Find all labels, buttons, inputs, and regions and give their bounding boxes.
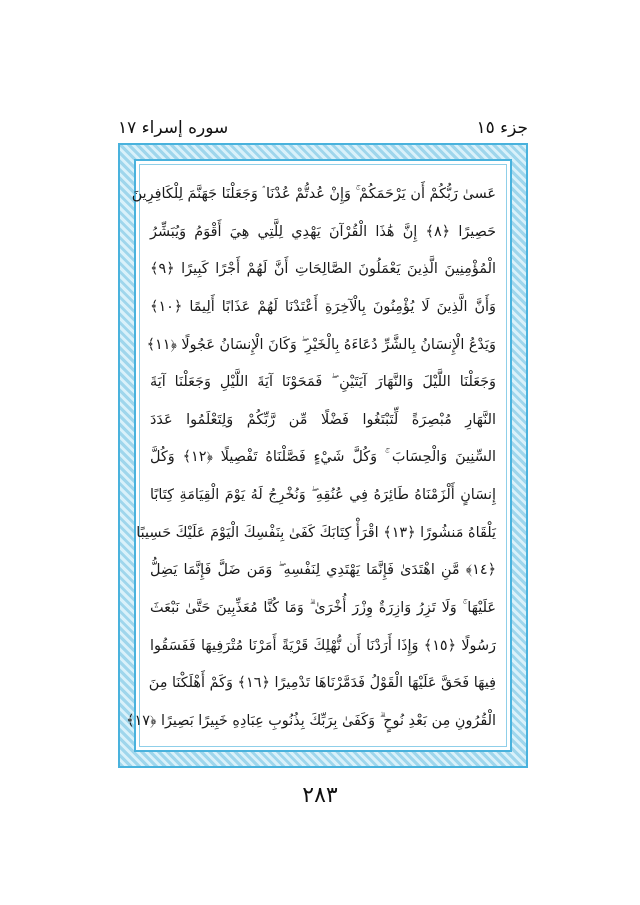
verse-line: إِنسَانٍ أَلْزَمْنَاهُ طَائِرَهُ فِي عُنُقِهِ ۖ وَنُخْرِجُ لَهُ يَوْمَ الْقِيَامَةِ كِتَابًا	[150, 487, 496, 504]
verse-line: عَلَيْهَا ۚ وَلَا تَزِرُ وَازِرَةٌ وِزْرَ أُخْرَىٰ ۗ وَمَا كُنَّا مُعَذِّبِينَ حَتَّىٰ نَبْعَثَ	[150, 600, 496, 617]
verse-line: رَسُولًا ﴿١٥﴾ وَإِذَا أَرَدْنَا أَن نُّهْلِكَ قَرْيَةً أَمَرْنَا مُتْرَفِيهَا فَفَسَقُوا	[150, 637, 496, 654]
verse-line: السِّنِينَ وَالْحِسَابَ ۚ وَكُلَّ شَيْءٍ فَصَّلْنَاهُ تَفْصِيلًا ﴿١٢﴾ وَكُلَّ	[150, 449, 496, 466]
verse-line: عَسىٰ رَبُّكُمْ أَن يَرْحَمَكُمْ ۚ وَإِنْ عُدتُّمْ عُدْنَا ۘ وَجَعَلْنَا جَهَنَّمَ لِلْكَافِرِينَ	[131, 186, 496, 202]
surah-label: سوره إسراء ١٧	[118, 118, 229, 138]
verse-line: الْقُرُونِ مِن بَعْدِ نُوحٍ ۗ وَكَفَىٰ بِرَبِّكَ بِذُنُوبِ عِبَادِهِ خَبِيرًا بَصِيرًا ﴿١٧﴾	[126, 712, 496, 729]
verse-line: الْمُؤْمِنِينَ الَّذِينَ يَعْمَلُونَ الصَّالِحَاتِ أَنَّ لَهُمْ أَجْرًا كَبِيرًا ﴿٩﴾	[150, 261, 496, 278]
page-header	[118, 118, 528, 142]
page-number: ٢٨٣	[302, 783, 338, 808]
verse-line: وَأَنَّ الَّذِينَ لَا يُؤْمِنُونَ بِالْآخِرَةِ أَعْتَدْنَا لَهُمْ عَذَابًا أَلِيمًا ﴿١٠﴾	[150, 298, 496, 315]
verse-line: حَصِيرًا ﴿٨﴾ إِنَّ هَٰذَا الْقُرْآنَ يَهْدِي لِلَّتِي هِيَ أَقْوَمُ وَيُبَشِّرُ	[150, 223, 496, 240]
verse-block	[126, 183, 496, 732]
verse-line: وَجَعَلْنَا اللَّيْلَ وَالنَّهَارَ آيَتَيْنِ ۖ فَمَحَوْنَا آيَةَ اللَّيْلِ وَجَعَلْنَا آيَةَ	[150, 374, 496, 391]
ornamental-border	[118, 143, 528, 768]
verse-line: النَّهَارِ مُبْصِرَةً لِّتَبْتَغُوا فَضْلًا مِّن رَّبِّكُمْ وَلِتَعْلَمُوا عَدَدَ	[150, 411, 496, 428]
verse-line: فِيهَا فَحَقَّ عَلَيْهَا الْقَوْلُ فَدَمَّرْنَاهَا تَدْمِيرًا ﴿١٦﴾ وَكَمْ أَهْلَكْنَا مِنَ	[148, 675, 496, 692]
verse-line: ﴿١٤﴾ مَّنِ اهْتَدَىٰ فَإِنَّمَا يَهْتَدِي لِنَفْسِهِ ۖ وَمَن ضَلَّ فَإِنَّمَا يَضِلُّ	[150, 562, 496, 579]
verse-line: وَيَدْعُ الْإِنسَانُ بِالشَّرِّ دُعَاءَهُ بِالْخَيْرِ ۖ وَكَانَ الْإِنسَانُ عَجُولًا ﴿١١﴾	[146, 336, 496, 353]
juz-label: جزء ١٥	[476, 118, 528, 138]
verse-line: يَلْقَاهُ مَنشُورًا ﴿١٣﴾ اقْرَأْ كِتَابَكَ كَفَىٰ بِنَفْسِكَ الْيَوْمَ عَلَيْكَ حَسِيبًا	[136, 524, 496, 541]
text-panel	[126, 159, 512, 752]
